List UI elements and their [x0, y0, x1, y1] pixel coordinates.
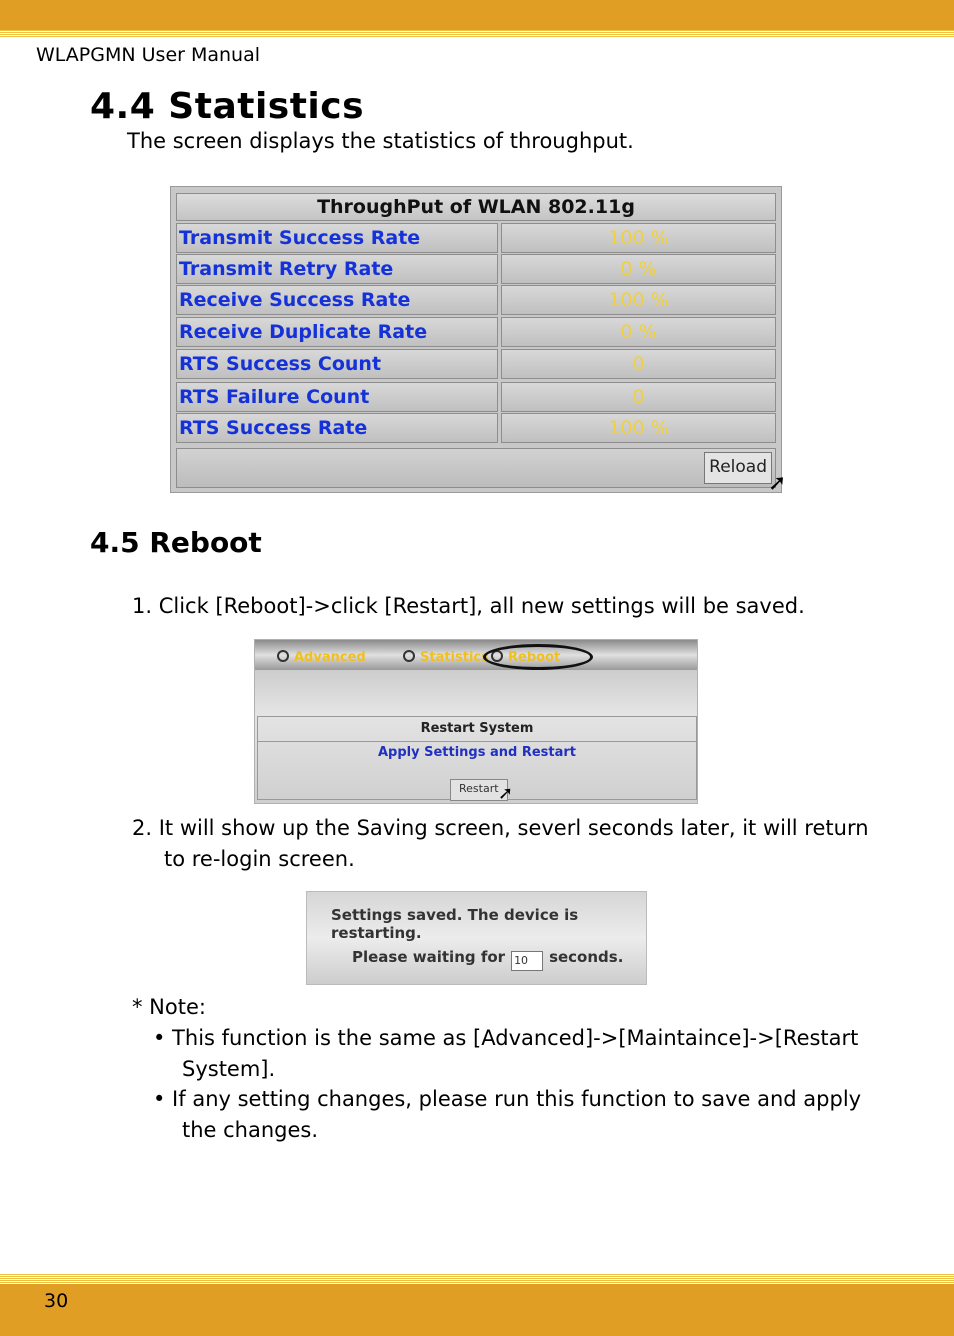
page-number: 30	[44, 1290, 69, 1312]
note-item-2-cont: the changes.	[182, 1118, 319, 1142]
table-row	[176, 317, 776, 347]
waiting-message	[352, 948, 623, 971]
restart-system-title: Restart System	[258, 717, 696, 742]
restart-panel	[257, 716, 697, 804]
saving-screenshot	[306, 891, 647, 985]
reboot-step-2-cont: to re-login screen.	[164, 847, 355, 871]
row-value: 0 %	[501, 317, 776, 347]
row-value: 100 %	[501, 223, 776, 253]
cursor-arrow-icon: ➚	[498, 783, 514, 804]
bottom-stripe-decoration	[0, 1274, 954, 1284]
note-item-2: • If any setting changes, please run this function to save and apply	[153, 1087, 862, 1111]
row-label: Transmit Success Rate	[176, 223, 498, 253]
reboot-step-1: 1. Click [Reboot]->click [Restart], all new settings will be saved.	[132, 594, 805, 618]
table-row	[176, 223, 776, 253]
countdown-field: 10	[511, 951, 543, 971]
seconds-text: seconds.	[549, 948, 624, 966]
statistics-intro: The screen displays the statistics of throughput.	[127, 129, 634, 153]
top-header-bar	[0, 0, 954, 30]
section-heading-statistics: 4.4 Statistics	[90, 86, 365, 127]
row-label: RTS Failure Count	[176, 382, 498, 412]
note-item-1-cont: System].	[182, 1057, 276, 1081]
section-heading-reboot: 4.5 Reboot	[90, 526, 262, 559]
highlight-ellipse	[483, 644, 593, 670]
table-row	[176, 349, 776, 379]
note-label: * Note:	[132, 995, 206, 1019]
table-row	[176, 285, 776, 315]
row-label: Receive Success Rate	[176, 285, 498, 315]
cursor-arrow-icon: ➚	[768, 471, 787, 496]
row-label: Transmit Retry Rate	[176, 254, 498, 284]
row-label: RTS Success Count	[176, 349, 498, 379]
manual-title: WLAPGMN User Manual	[36, 44, 261, 66]
tab-label: Advanced	[294, 650, 366, 665]
table-row	[176, 254, 776, 284]
nav-tab-strip	[255, 640, 697, 670]
bottom-footer-bar	[0, 1284, 954, 1336]
table-row	[176, 413, 776, 443]
row-value: 100 %	[501, 285, 776, 315]
note-item-1: • This function is the same as [Advanced]->[Maintaince]->[Restart	[153, 1026, 859, 1050]
reboot-step-2: 2. It will show up the Saving screen, severl seconds later, it will return	[132, 816, 869, 840]
tab-label: Statistics	[420, 650, 489, 665]
row-label: RTS Success Rate	[176, 413, 498, 443]
waiting-text: Please waiting for	[352, 948, 506, 966]
apply-settings-text: Apply Settings and Restart	[377, 745, 577, 760]
row-value: 0	[501, 382, 776, 412]
tab-bullet-icon	[277, 650, 289, 662]
tab-statistics[interactable]	[403, 650, 489, 665]
tab-bullet-icon	[403, 650, 415, 662]
reload-button[interactable]: Reload	[704, 452, 772, 484]
tab-advanced[interactable]	[277, 650, 366, 665]
throughput-table-title: ThroughPut of WLAN 802.11g	[176, 193, 776, 221]
row-label: Receive Duplicate Rate	[176, 317, 498, 347]
top-stripe-decoration	[0, 30, 954, 38]
row-value: 0	[501, 349, 776, 379]
tab-label: Reboot	[508, 650, 561, 665]
reboot-screenshot	[254, 639, 698, 804]
settings-saved-message: Settings saved. The device is restarting.	[331, 906, 579, 942]
table-footer	[176, 448, 776, 488]
restart-button[interactable]: Restart	[450, 779, 508, 801]
throughput-screenshot	[170, 186, 787, 496]
row-value: 100 %	[501, 413, 776, 443]
row-value: 0 %	[501, 254, 776, 284]
table-row	[176, 382, 776, 412]
